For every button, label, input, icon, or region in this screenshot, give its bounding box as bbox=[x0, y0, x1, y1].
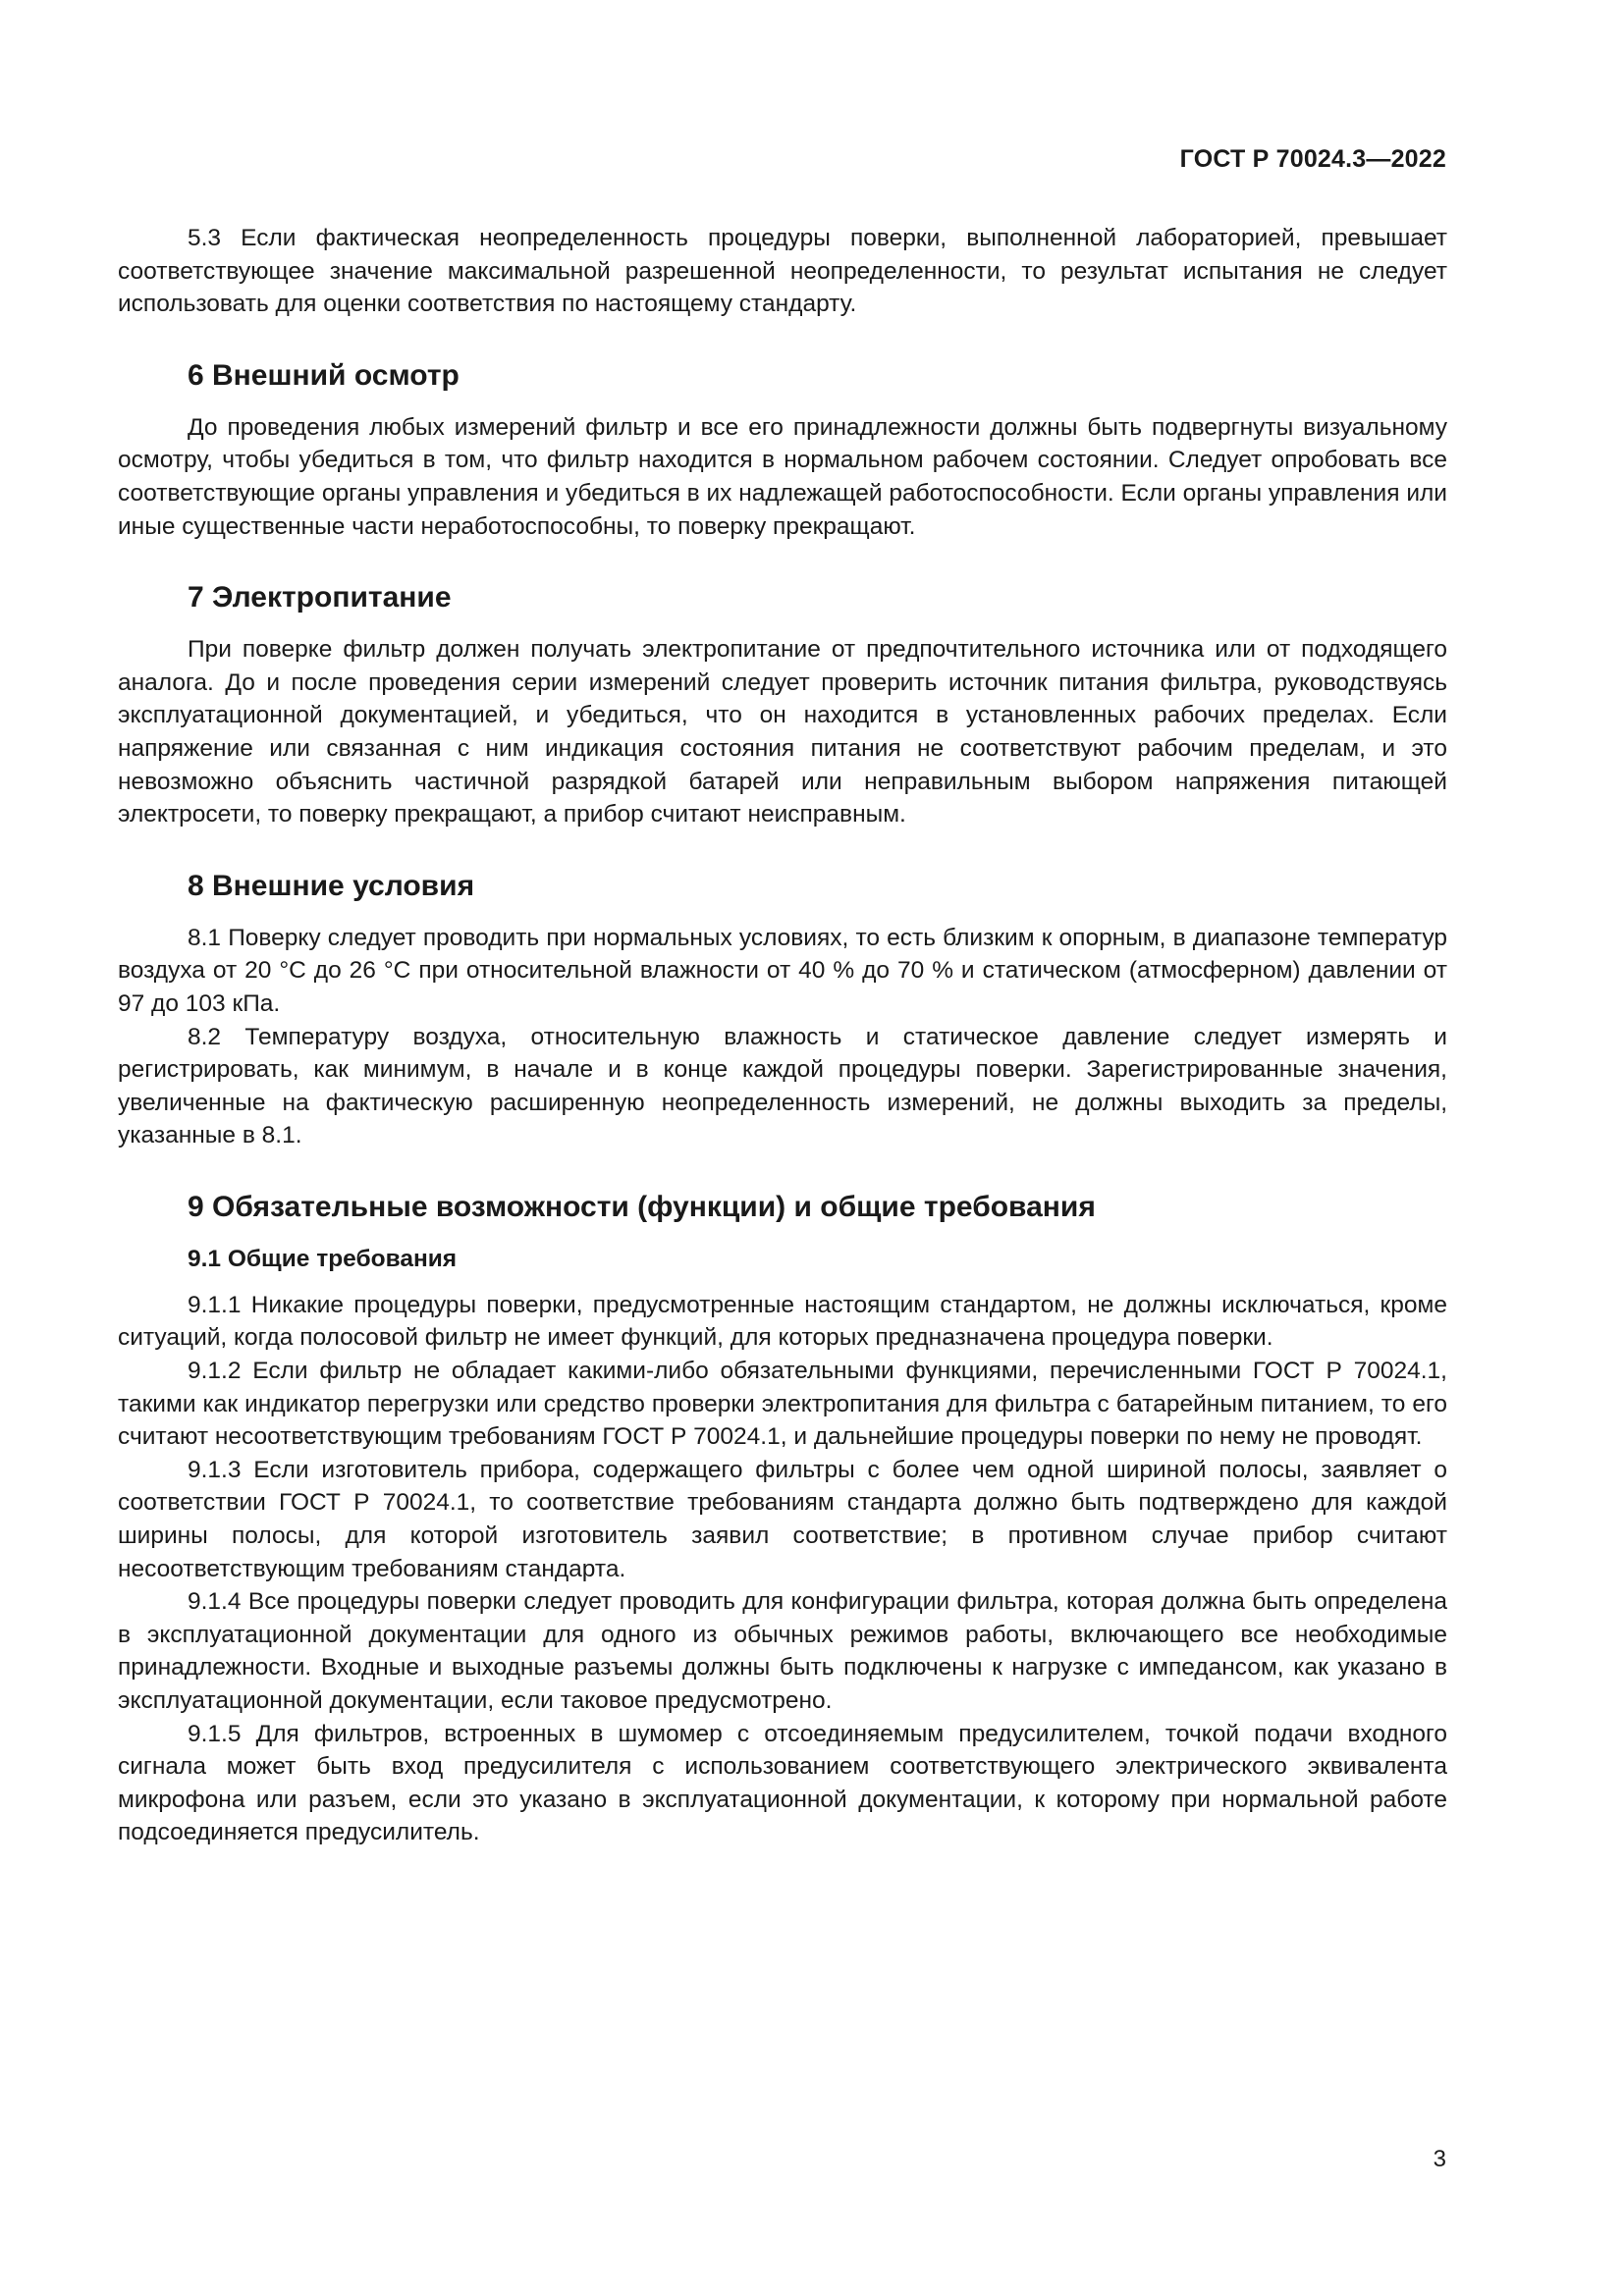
paragraph-9-1-2: 9.1.2 Если фильтр не обладает какими-либо обязательными функциями, перечисленными ГОСТ Р 70024.1, такими как индикатор перегрузки или средство проверки электропитания для фильтра с батарейным питанием, то его считают несоответствующим требованиям ГОСТ Р 70024.1, и дальнейшие процедуры поверки по нему не проводят. bbox=[118, 1358, 1447, 1451]
paragraph-7: При поверке фильтр должен получать электропитание от предпочтительного источника или от подходящего аналога. До и после проведения серии измерений следует проверить источник питания фильтра, руководствуясь эксплуатационной документацией, и убедиться, что он находится в установленных рабочих пределах. Если напряжение или связанная с ним индикация состояния питания не соответствуют рабочим пределам, и это невозможно объяснить частичной разрядкой батарей или неправильным выбором напряжения питающей электросети, то поверку прекращают, а прибор считают неисправным. bbox=[118, 636, 1447, 828]
page-number: 3 bbox=[1433, 2146, 1446, 2172]
paragraph-9-1-5: 9.1.5 Для фильтров, встроенных в шумомер с отсоединяемым предусилителем, точкой подачи входного сигнала может быть вход предусилителя с использованием соответствующего электрического эквивалента микрофона или разъем, если это указано в эксплуатационной документации, к которому при нормальной работе подсоединяется предусилитель. bbox=[118, 1720, 1447, 1846]
document-body bbox=[118, 222, 1447, 1849]
section-heading-6: 6 Внешний осмотр bbox=[188, 358, 460, 392]
section-heading-8: 8 Внешние условия bbox=[188, 869, 475, 902]
subsection-heading-9-1: 9.1 Общие требования bbox=[188, 1245, 458, 1272]
paragraph-9-1-3: 9.1.3 Если изготовитель прибора, содержащего фильтры с более чем одной шириной полосы, заявляет о соответствии ГОСТ Р 70024.1, то соответствие требованиям стандарта должно быть подтверждено для каждой ширины полосы, для которой изготовитель заявил соответствие; в противном случае прибор считают несоответствующим требованиям стандарта. bbox=[118, 1456, 1447, 1582]
paragraph-5-3: 5.3 Если фактическая неопределенность процедуры поверки, выполненной лабораторией, превышает соответствующее значение максимальной разрешенной неопределенности, то результат испытания не следует использовать для оценки соответствия по настоящему стандарту. bbox=[118, 225, 1447, 318]
paragraph-8-1: 8.1 Поверку следует проводить при нормальных условиях, то есть близким к опорным, в диапазоне температур воздуха от 20 °С до 26 °С при относительной влажности от 40 % до 70 % и статическом (атмосферном) давлении от 97 до 103 кПа. bbox=[118, 924, 1447, 1017]
section-heading-9: 9 Обязательные возможности (функции) и общие требования bbox=[188, 1190, 1096, 1223]
paragraph-9-1-4: 9.1.4 Все процедуры поверки следует проводить для конфигурации фильтра, которая должна быть определена в эксплуатационной документации для одного из обычных режимов работы, включающего все необходимые принадлежности. Входные и выходные разъемы должны быть подключены к нагрузке с импедансом, как указано в эксплуатационной документации, если таковое предусмотрено. bbox=[118, 1588, 1447, 1714]
document-code-header: ГОСТ Р 70024.3—2022 bbox=[1179, 145, 1446, 173]
paragraph-8-2: 8.2 Температуру воздуха, относительную влажность и статическое давление следует измерять и регистрировать, как минимум, в начале и в конце каждой процедуры поверки. Зарегистрированные значения, увеличенные на фактическую расширенную неопределенность измерений, не должны выходить за пределы, указанные в 8.1. bbox=[118, 1023, 1447, 1149]
paragraph-9-1-1: 9.1.1 Никакие процедуры поверки, предусмотренные настоящим стандартом, не должны исключаться, кроме ситуаций, когда полосовой фильтр не имеет функций, для которых предназначена процедура поверки. bbox=[118, 1291, 1447, 1352]
section-heading-7: 7 Электропитание bbox=[188, 581, 452, 614]
paragraph-6: До проведения любых измерений фильтр и все его принадлежности должны быть подвергнуты визуальному осмотру, чтобы убедиться в том, что фильтр находится в нормальном рабочем состоянии. Следует опробовать все соответствующие органы управления и убедиться в их надлежащей работоспособности. Если органы управления или иные существенные части неработоспособны, то поверку прекращают. bbox=[118, 413, 1447, 540]
